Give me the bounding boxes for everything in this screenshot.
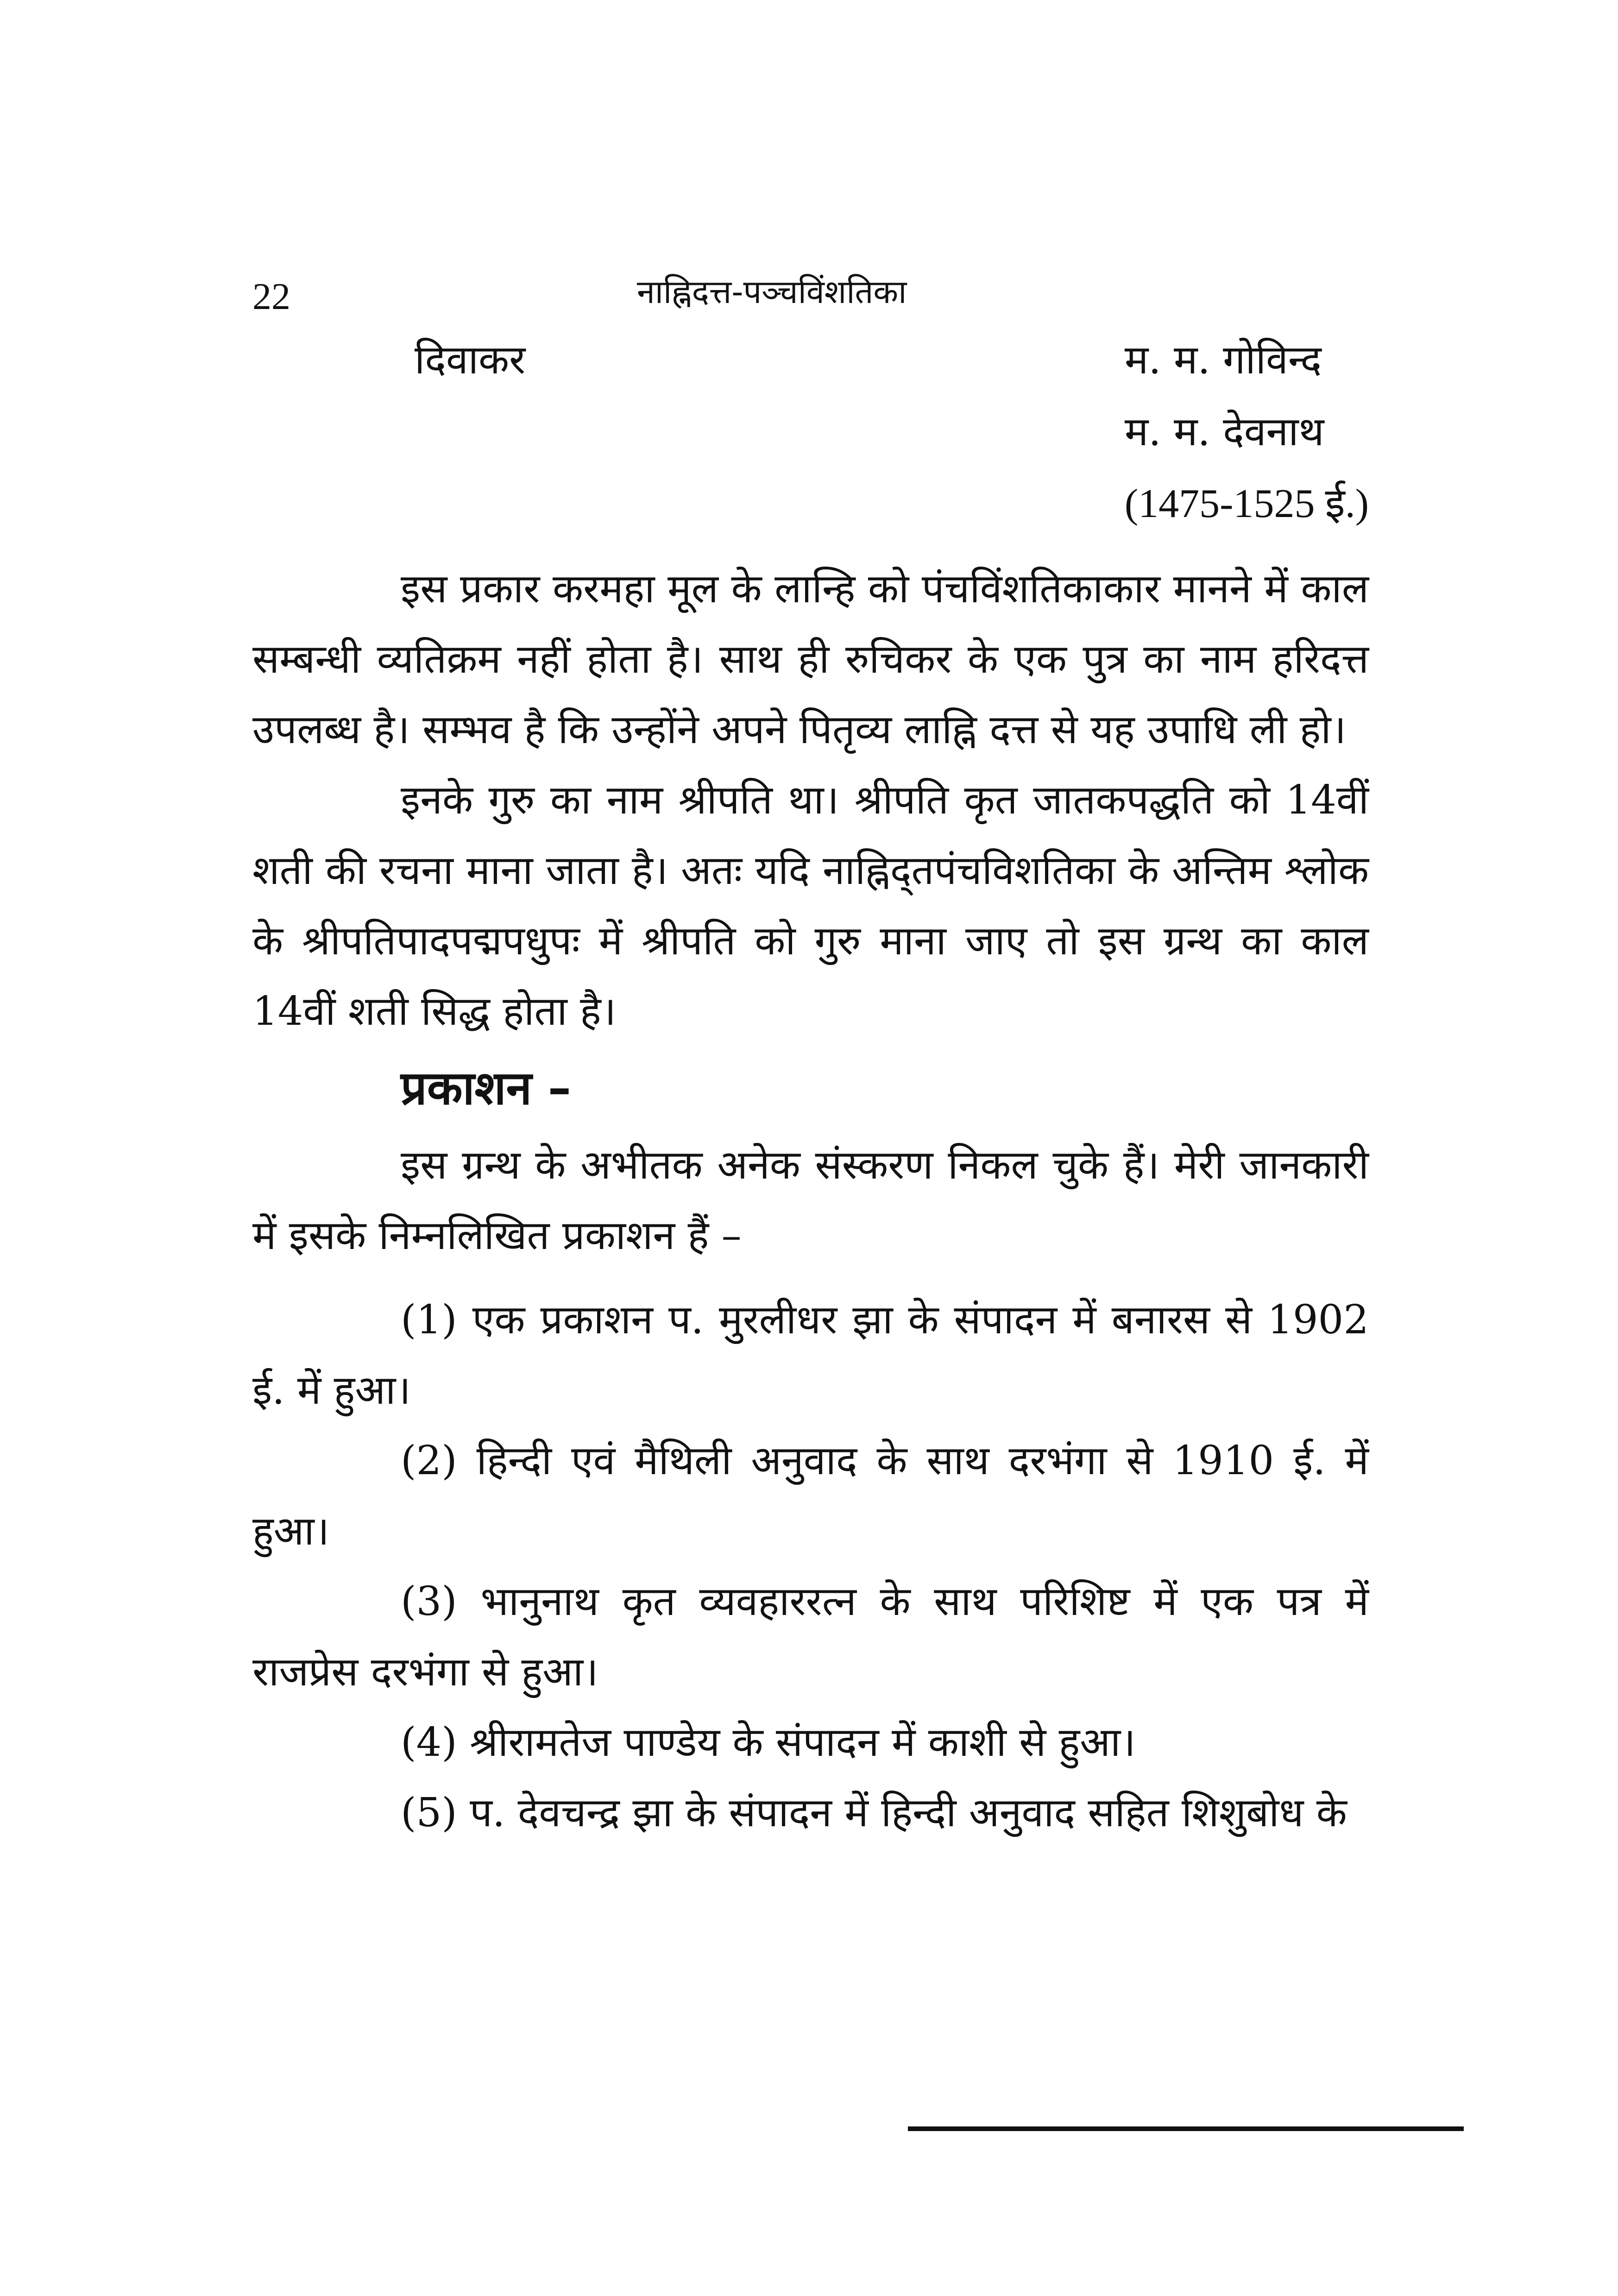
page-number: 22 bbox=[252, 275, 290, 317]
publication-item: (2) हिन्दी एवं मैथिली अनुवाद के साथ दरभंगा से 1910 ई. में हुआ। bbox=[252, 1438, 1369, 1554]
section-heading: प्रकाशन – bbox=[401, 1061, 571, 1115]
lineage-right-column bbox=[1125, 324, 1369, 540]
footer-rule bbox=[908, 2126, 1464, 2131]
paragraph: इनके गुरु का नाम श्रीपति था। श्रीपति कृत जातकपद्धति को 14वीं शती की रचना माना जाता है। अतः यदि नाह्निद्तपंचविशतिका के अन्तिम श्लोक के श्रीपतिपादपद्मपधुपः में श्रीपति को गुरु माना जाए तो इस ग्रन्थ का काल 14वीं शती सिद्ध होता है। bbox=[252, 777, 1369, 1034]
lineage-left-name: दिवाकर bbox=[415, 337, 526, 383]
lineage-block bbox=[252, 324, 1369, 547]
main-text bbox=[252, 554, 1369, 1848]
publication-item: (5) प. देवचन्द्र झा के संपादन में हिन्दी अनुवाद सहित शिशुबोध के bbox=[401, 1790, 1347, 1836]
publication-item: (4) श्रीरामतेज पाण्डेय के संपादन में काशी से हुआ। bbox=[401, 1719, 1136, 1766]
lineage-name-govind: म. म. गोविन्द bbox=[1124, 337, 1322, 383]
lineage-name-devnath: म. म. देवनाथ bbox=[1124, 409, 1324, 455]
page-header bbox=[252, 269, 1369, 324]
lineage-date: (1475-1525 ई.) bbox=[1124, 481, 1369, 526]
running-title: नाह्निदत्त-पञ्चविंशतिका bbox=[637, 273, 907, 311]
section-intro: इस ग्रन्थ के अभीतक अनेक संस्करण निकल चुके हैं। मेरी जानकारी में इसके निम्नलिखित प्रकाशन हैं – bbox=[252, 1142, 1369, 1259]
publication-item: (1) एक प्रकाशन प. मुरलीधर झा के संपादन में बनारस से 1902 ई. में हुआ। bbox=[252, 1297, 1369, 1413]
publication-item: (3) भानुनाथ कृत व्यवहाररत्न के साथ परिशिष्ट में एक पत्र में राजप्रेस दरभंगा से हुआ। bbox=[252, 1578, 1369, 1695]
paragraph: इस प्रकार करमहा मूल के लान्हि को पंचविंशतिकाकार मानने में काल सम्बन्धी व्यतिक्रम नहीं होता है। साथ ही रुचिकर के एक पुत्र का नाम हरिदत्त उपलब्ध है। सम्भव है कि उन्होंने अपने पितृव्य लाह्नि दत्त से यह उपाधि ली हो। bbox=[252, 566, 1369, 753]
